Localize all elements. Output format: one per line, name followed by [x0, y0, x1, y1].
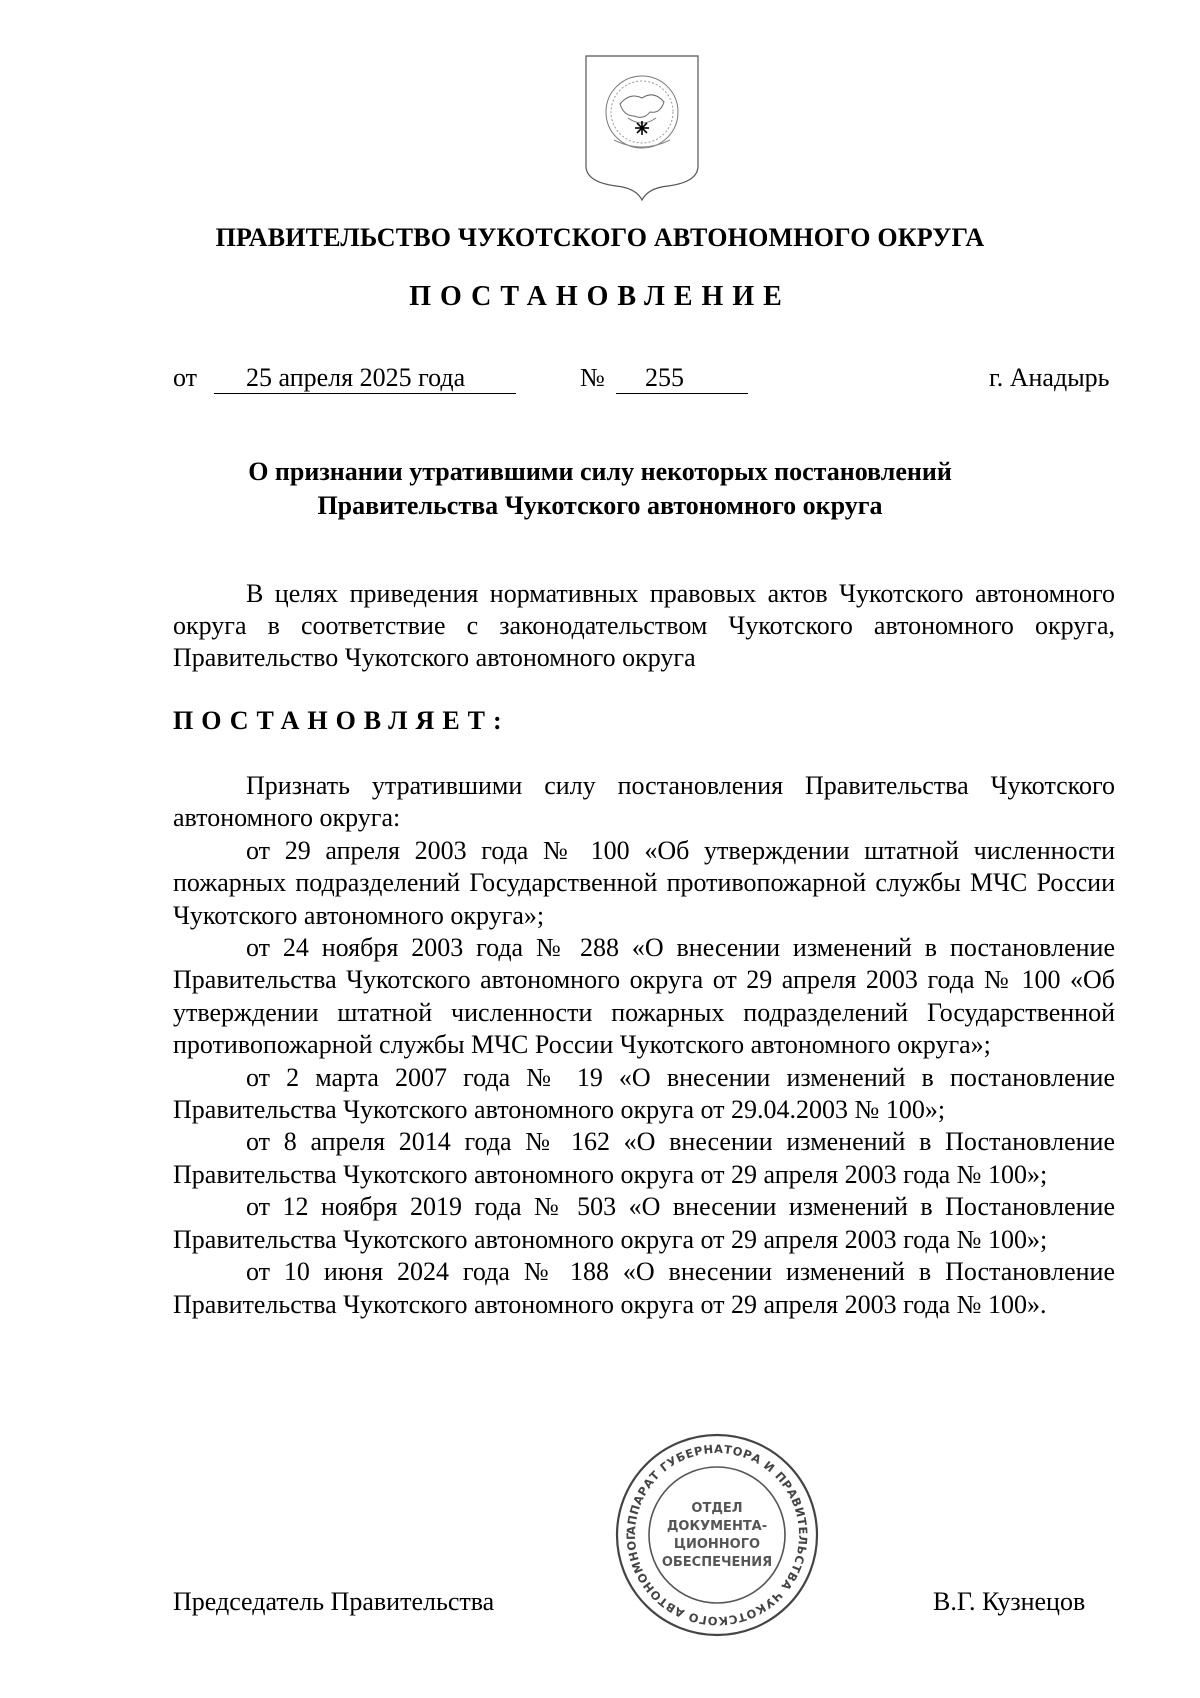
preamble — [173, 578, 1115, 674]
list-item: от 10 июня 2024 года № 188 «О внесении изменений в Постановление Правительства Чукотского автономного округа от 29 апреля 2003 года № 100». — [173, 1257, 1115, 1319]
list-item: от 12 ноября 2019 года № 503 «О внесении изменений в Постановление Правительства Чукотского автономного округа от 29 апреля 2003 года № 100»; — [173, 1192, 1115, 1254]
official-stamp — [612, 1430, 822, 1640]
document-type: ПОСТАНОВЛЕНИЕ — [409, 281, 791, 312]
list-item: от 8 апреля 2014 года № 162 «О внесении изменений в Постановление Правительства Чукотского автономного округа от 29 апреля 2003 года № 100»; — [173, 1127, 1115, 1189]
stamp-ring-text: АППАРАТ ГУБЕРНАТОРА И ПРАВИТЕЛЬСТВА ЧУКОТСКОГО АВТОНОМНОГ — [623, 1441, 811, 1629]
document-number: 255 — [645, 363, 684, 392]
body-intro: Признать утратившими силу постановления Правительства Чукотского автономного округа: — [173, 771, 1115, 833]
stamp-line-2: ДОКУМЕНТА- — [666, 1519, 768, 1534]
city: г. Анадырь — [989, 363, 1110, 392]
organization-title: ПРАВИТЕЛЬСТВО ЧУКОТСКОГО АВТОНОМНОГО ОКРУГА — [215, 223, 985, 252]
resolve-label: ПОСТАНОВЛЯЕТ: — [173, 706, 510, 735]
document-body — [173, 770, 1115, 1321]
stamp-line-4: ОБЕСПЕЧЕНИЯ — [661, 1555, 773, 1570]
stamp-line-1: ОТДЕЛ — [691, 1501, 743, 1516]
signatory-name: В.Г. Кузнецов — [933, 1587, 1086, 1616]
date-number-line — [0, 362, 1200, 402]
stamp-line-3: ЦИОННОГО — [673, 1537, 761, 1552]
from-label: от — [173, 363, 198, 392]
list-item: от 2 марта 2007 года № 19 «О внесении изменений в постановление Правительства Чукотского автономного округа от 29.04.2003 № 100»; — [173, 1062, 1115, 1125]
signatory-position: Председатель Правительства — [173, 1587, 495, 1616]
subject-line-1: О признании утратившими силу некоторых постановлений — [248, 457, 952, 486]
number-label: № — [580, 363, 605, 392]
document-subject — [0, 455, 1200, 523]
preamble-text: В целях приведения нормативных правовых актов Чукотского автономного округа в соответствие с законодательством Чукотского автономного округа, Правительство Чукотского автономного округа — [173, 579, 1115, 672]
document-date: 25 апреля 2025 года — [246, 363, 466, 392]
date-underline — [214, 393, 516, 394]
list-item: от 29 апреля 2003 года № 100 «Об утверждении штатной численности пожарных подразделений Государственной противопожарной службы МЧС России Чукотского автономного округа»; — [173, 835, 1115, 930]
number-underline — [616, 393, 748, 394]
subject-line-2: Правительства Чукотского автономного округа — [317, 491, 883, 520]
coat-of-arms-icon — [584, 54, 700, 204]
list-item: от 24 ноября 2003 года № 288 «О внесении изменений в постановление Правительства Чукотского автономного округа от 29 апреля 2003 года № 100 «Об утверждении штатной численности пожарных подразделений Государственной противопожарной службы МЧС России Чукотского автономного округа»; — [173, 933, 1115, 1060]
